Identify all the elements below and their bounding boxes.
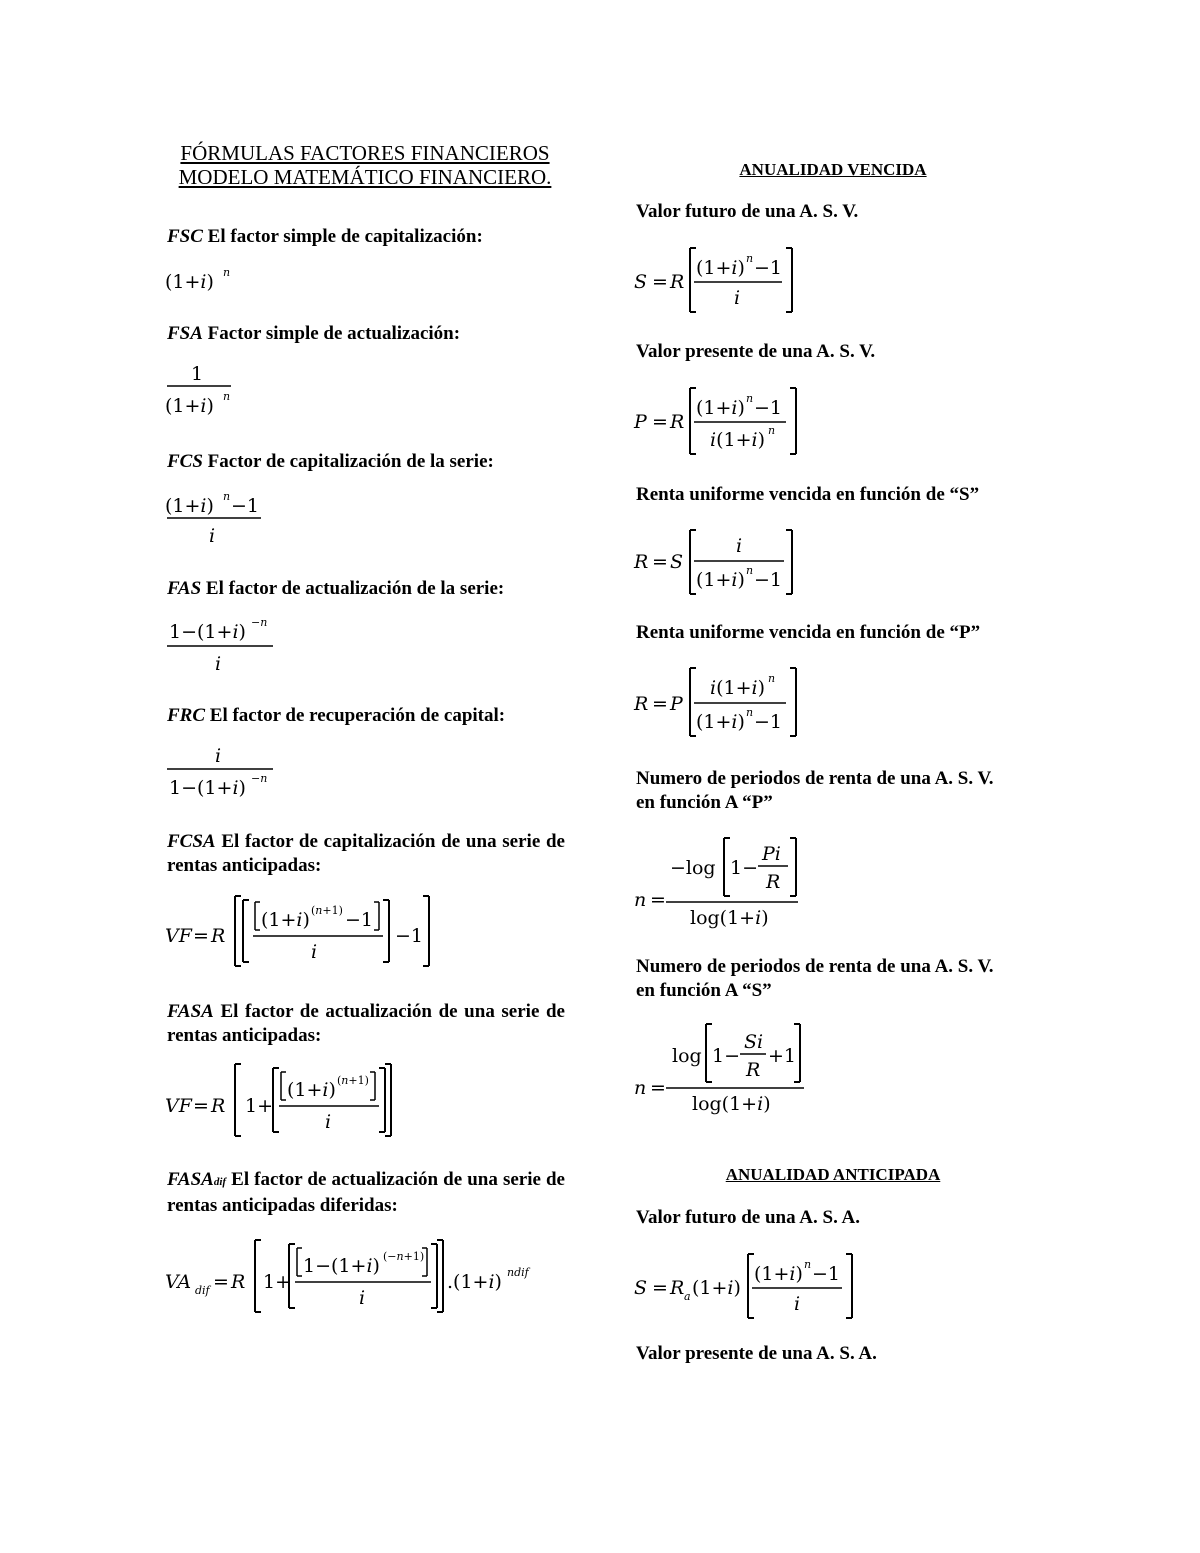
fasa-text: El factor de actualización de una serie de rentas anticipadas: [167, 1001, 565, 1046]
fsa-text: Factor simple de actualización: [202, 323, 461, 344]
svg-text:=: = [652, 411, 668, 433]
n-s-formula [634, 1020, 814, 1118]
svg-text:(1+i): (1+i) [165, 395, 214, 417]
section-anualidad-anticipada: ANUALIDAD ANTICIPADA [725, 1165, 941, 1184]
n-p-label [636, 767, 1056, 815]
svg-text:1−: 1− [730, 857, 759, 879]
fcs-label [167, 450, 567, 474]
svg-text:R: R [766, 871, 781, 893]
svg-text:1−(1+i): 1−(1+i) [303, 1255, 380, 1277]
fsc-abbr: FSC [167, 226, 203, 247]
svg-text:1−: 1− [712, 1045, 741, 1067]
svg-text:Pi: Pi [762, 843, 781, 865]
svg-text:n: n [223, 266, 231, 279]
svg-text:−1: −1 [231, 495, 260, 517]
frc-label [167, 704, 567, 728]
svg-text:(1+i): (1+i) [754, 1263, 803, 1285]
svg-text:R: R [634, 693, 649, 715]
svg-text:Si: Si [744, 1031, 764, 1053]
svg-text:+1: +1 [768, 1045, 797, 1067]
svg-text:i: i [794, 1293, 801, 1315]
svg-text:i: i [736, 535, 743, 557]
vf-asv-formula [634, 246, 814, 316]
svg-text:=: = [650, 889, 666, 911]
fas-label [167, 577, 567, 601]
fcs-formula [165, 488, 275, 550]
svg-text:dif: dif [195, 1284, 210, 1297]
fasadif-formula [165, 1236, 545, 1318]
svg-text:=: = [652, 271, 668, 293]
fasadif-abbr: FASA [167, 1169, 214, 1190]
fasadif-text: El factor de actualización de una serie de rentas anticipadas diferidas: [167, 1169, 565, 1216]
svg-text:(1+i): (1+i) [696, 569, 745, 591]
svg-text:(1+i): (1+i) [696, 257, 745, 279]
svg-text:i: i [215, 745, 222, 767]
svg-text:=: = [652, 551, 668, 573]
fsc-formula [165, 262, 245, 298]
svg-text:R: R [746, 1059, 761, 1081]
fasadif-label [167, 1168, 565, 1218]
svg-text:=: = [652, 1277, 668, 1299]
svg-text:(n+1): (n+1) [337, 1074, 369, 1087]
svg-text:=: = [652, 693, 668, 715]
svg-text:R: R [670, 271, 685, 293]
n-p-line-1: Numero de periodos de renta de una A. S. V. [636, 768, 994, 789]
svg-text:R: R [211, 1095, 226, 1117]
n-s-line-1: Numero de periodos de renta de una A. S. V. [636, 956, 994, 977]
svg-text:i: i [734, 287, 741, 309]
svg-text:VF: VF [165, 925, 192, 947]
vp-asv-label: Valor presente de una A. S. V. [636, 341, 876, 362]
svg-text:n: n [746, 392, 754, 405]
svg-text:R: R [231, 1271, 246, 1293]
svg-text:−1: −1 [754, 257, 783, 279]
renta-s-label: Renta uniforme vencida en función de “S” [636, 484, 980, 505]
fcsa-text: El factor de capitalización de una serie de rentas anticipadas: [167, 831, 565, 876]
svg-text:n: n [746, 564, 754, 577]
svg-text:i(1+i): i(1+i) [710, 429, 765, 451]
fsc-label [167, 225, 567, 249]
svg-text:1−(1+i): 1−(1+i) [169, 621, 246, 643]
svg-text:n: n [223, 390, 231, 403]
svg-text:n: n [804, 1258, 812, 1271]
svg-text:VA: VA [165, 1271, 192, 1293]
n-p-formula [634, 832, 814, 930]
svg-text:.(1+i): .(1+i) [447, 1271, 502, 1293]
fcsa-formula [165, 890, 445, 972]
fas-formula [165, 614, 285, 676]
svg-text:=: = [193, 925, 209, 947]
svg-text:(1+i): (1+i) [696, 711, 745, 733]
svg-text:n: n [768, 424, 776, 437]
svg-text:(1+i): (1+i) [261, 909, 310, 931]
svg-text:−1: −1 [812, 1263, 841, 1285]
fasa-label [167, 1000, 565, 1048]
svg-text:(1+i): (1+i) [165, 495, 214, 517]
fasa-abbr: FASA [167, 1001, 214, 1022]
svg-text:i: i [311, 941, 318, 963]
svg-text:R: R [670, 1277, 685, 1299]
n-p-line-2: en función A “P” [636, 792, 773, 813]
svg-text:i: i [215, 653, 222, 675]
vp-asa-label: Valor presente de una A. S. A. [636, 1343, 877, 1364]
svg-text:n: n [223, 490, 231, 503]
svg-text:VF: VF [165, 1095, 192, 1117]
svg-text:1: 1 [191, 363, 204, 385]
svg-text:−1: −1 [754, 397, 783, 419]
renta-p-formula [634, 666, 814, 738]
fsa-abbr: FSA [167, 323, 203, 344]
svg-text:a: a [684, 1290, 691, 1303]
svg-text:n: n [634, 1077, 647, 1099]
fasadif-sub: dif [213, 1176, 227, 1188]
svg-text:1+: 1+ [263, 1271, 292, 1293]
title-line-1: FÓRMULAS FACTORES FINANCIEROS [180, 141, 550, 165]
section-anualidad-vencida: ANUALIDAD VENCIDA [739, 160, 927, 179]
svg-text:S: S [634, 271, 648, 293]
fcsa-abbr: FCSA [167, 831, 216, 852]
svg-text:−1: −1 [754, 569, 783, 591]
fas-text: El factor de actualización de la serie: [201, 578, 505, 599]
page-title [140, 141, 590, 189]
fsa-formula [165, 358, 245, 422]
fsc-text: El factor simple de capitalización: [202, 226, 483, 247]
fsa-label [167, 322, 567, 346]
fcs-text: Factor de capitalización de la serie: [202, 451, 494, 472]
renta-s-formula [634, 528, 814, 598]
frc-text: El factor de recuperación de capital: [205, 705, 506, 726]
vp-asv-formula [634, 386, 814, 458]
svg-text:P: P [634, 411, 647, 433]
svg-text:i: i [209, 525, 216, 547]
svg-text:−log: −log [670, 857, 716, 879]
fcs-abbr: FCS [167, 451, 203, 472]
svg-text:R: R [634, 551, 649, 573]
svg-text:=: = [213, 1271, 229, 1293]
svg-text:i(1+i): i(1+i) [710, 677, 765, 699]
vf-asv-label: Valor futuro de una A. S. V. [636, 201, 859, 222]
svg-text:i: i [359, 1287, 366, 1309]
svg-text:log: log [672, 1045, 702, 1067]
svg-text:−1: −1 [345, 909, 374, 931]
vf-asa-formula [634, 1252, 874, 1322]
title-line-2: MODELO MATEMÁTICO FINANCIERO. [178, 165, 552, 189]
n-s-line-2: en función A “S” [636, 980, 772, 1001]
svg-text:(1+i): (1+i) [696, 397, 745, 419]
svg-text:(−n+1): (−n+1) [383, 1250, 425, 1263]
fcsa-label [167, 830, 565, 878]
svg-text:−1: −1 [395, 925, 424, 947]
svg-text:=: = [193, 1095, 209, 1117]
svg-text:−n: −n [251, 772, 268, 785]
svg-text:(n+1): (n+1) [311, 904, 343, 917]
svg-text:n: n [746, 252, 754, 265]
svg-text:log(1+i): log(1+i) [690, 907, 769, 929]
svg-text:n: n [746, 706, 754, 719]
frc-abbr: FRC [167, 705, 206, 726]
svg-text:1+: 1+ [245, 1095, 274, 1117]
svg-text:n: n [768, 672, 776, 685]
svg-text:R: R [211, 925, 226, 947]
renta-p-label: Renta uniforme vencida en función de “P” [636, 622, 981, 643]
svg-text:=: = [650, 1077, 666, 1099]
svg-text:R: R [670, 411, 685, 433]
svg-text:(1+i): (1+i) [287, 1079, 336, 1101]
fas-abbr: FAS [167, 578, 202, 599]
fasa-formula [165, 1060, 405, 1142]
vf-asa-label: Valor futuro de una A. S. A. [636, 1207, 861, 1228]
frc-formula [165, 740, 285, 804]
svg-text:S: S [634, 1277, 648, 1299]
svg-text:i: i [325, 1111, 332, 1133]
svg-text:S: S [670, 551, 684, 573]
svg-text:1−(1+i): 1−(1+i) [169, 777, 246, 799]
svg-text:P: P [670, 693, 683, 715]
svg-text:(1+i): (1+i) [165, 271, 214, 293]
svg-text:−1: −1 [754, 711, 783, 733]
svg-text:log(1+i): log(1+i) [692, 1093, 771, 1115]
svg-text:(1+i): (1+i) [692, 1277, 741, 1299]
svg-text:n: n [634, 889, 647, 911]
svg-text:−n: −n [251, 616, 268, 629]
n-s-label [636, 955, 1056, 1003]
svg-text:ndif: ndif [507, 1266, 529, 1279]
